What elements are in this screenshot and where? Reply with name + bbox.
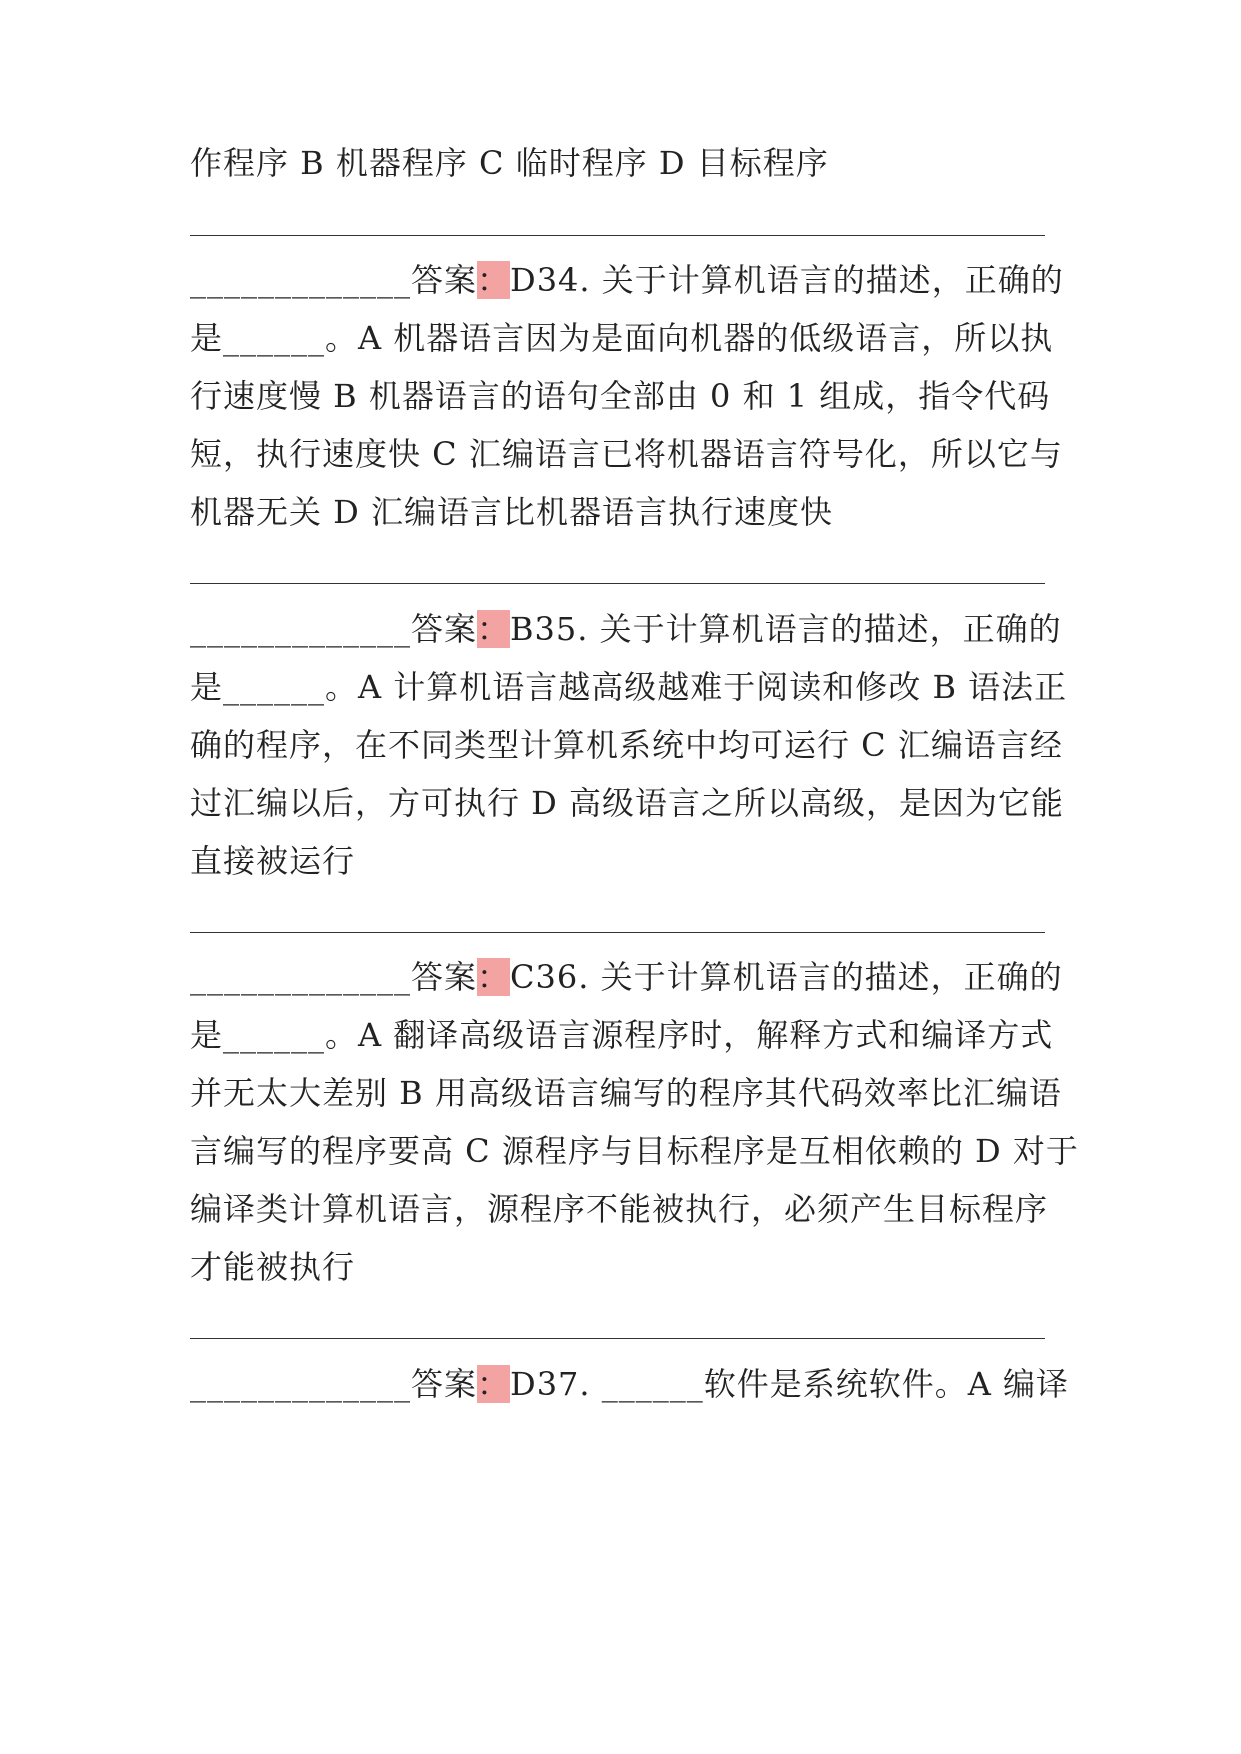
answer-text: C36. 关于计算机语言的描述，正确的 [510, 958, 1063, 996]
separator-rule [190, 1338, 1045, 1339]
text-line: 是______。A 翻译高级语言源程序时，解释方式和编译方式 [190, 1016, 1054, 1054]
text-line: 机器无关 D 汇编语言比机器语言执行速度快 [190, 493, 834, 531]
text-line: 作程序 B 机器程序 C 临时程序 D 目标程序 [190, 144, 829, 182]
text-line: 是______。A 机器语言因为是面向机器的低级语言，所以执 [190, 319, 1054, 357]
highlighted-colon: ： [477, 261, 511, 299]
text-line: 是______。A 计算机语言越高级越难于阅读和修改 B 语法正 [190, 668, 1068, 706]
answer-blank: _____________ [190, 261, 411, 299]
answer-line [190, 1364, 1069, 1404]
answer-text: D37. ______软件是系统软件。A 编译 [510, 1365, 1070, 1403]
answer-label: 答案 [411, 610, 478, 648]
highlighted-colon: ： [477, 610, 511, 648]
text-line: 编译类计算机语言，源程序不能被执行，必须产生目标程序 [190, 1190, 1049, 1228]
answer-line [190, 260, 1064, 300]
separator-rule [190, 583, 1045, 584]
separator-rule [190, 932, 1045, 933]
answer-label: 答案 [411, 958, 478, 996]
answer-blank: _____________ [190, 610, 411, 648]
answer-line [190, 609, 1062, 649]
highlighted-colon: ： [477, 1365, 511, 1403]
text-line: 过汇编以后，方可执行 D 高级语言之所以高级，是因为它能 [190, 784, 1065, 822]
answer-label: 答案 [411, 261, 478, 299]
text-line: 才能被执行 [190, 1248, 356, 1286]
text-line: 直接被运行 [190, 842, 356, 880]
text-line: 并无太大差别 B 用高级语言编写的程序其代码效率比汇编语 [190, 1074, 1062, 1112]
answer-label: 答案 [411, 1365, 478, 1403]
answer-line [190, 957, 1063, 997]
text-line: 确的程序，在不同类型计算机系统中均可运行 C 汇编语言经 [190, 726, 1063, 764]
highlighted-colon: ： [477, 958, 511, 996]
text-line: 行速度慢 B 机器语言的语句全部由 0 和 1 组成，指令代码 [190, 377, 1051, 415]
answer-text: B35. 关于计算机语言的描述，正确的 [510, 610, 1062, 648]
answer-text: D34. 关于计算机语言的描述，正确的 [510, 261, 1064, 299]
separator-rule [190, 235, 1045, 236]
text-line: 言编写的程序要高 C 源程序与目标程序是互相依赖的 D 对于 [190, 1132, 1079, 1170]
text-line: 短，执行速度快 C 汇编语言已将机器语言符号化，所以它与 [190, 435, 1063, 473]
answer-blank: _____________ [190, 958, 411, 996]
answer-blank: _____________ [190, 1365, 411, 1403]
